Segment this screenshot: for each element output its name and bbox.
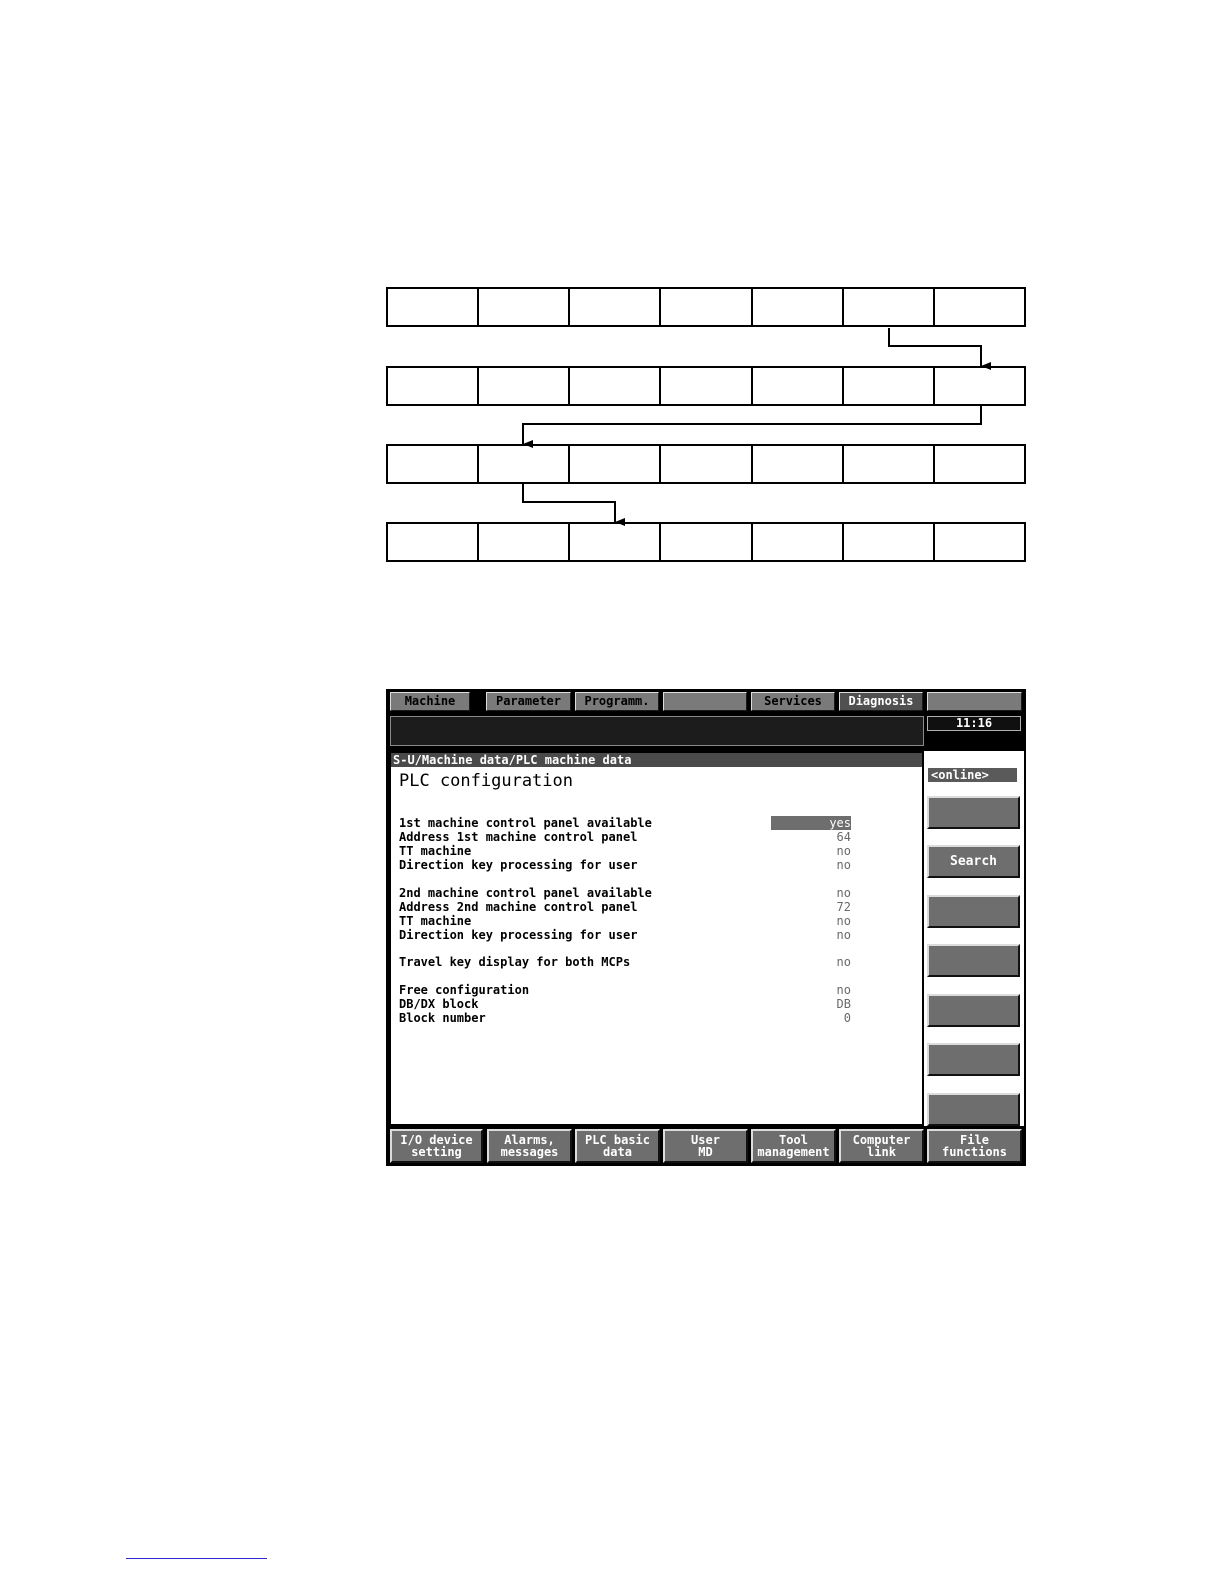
vertical-softkey-5[interactable]: [927, 994, 1020, 1027]
parameter-row[interactable]: [399, 1011, 851, 1025]
vertical-softkey-4[interactable]: [927, 944, 1020, 977]
softkey-plc-basic-data[interactable]: [575, 1129, 660, 1163]
parameter-row[interactable]: [399, 886, 851, 900]
softkey-label-line1: File: [960, 1133, 989, 1147]
parameter-row[interactable]: [399, 858, 851, 872]
parameter-label: 1st machine control panel available: [399, 816, 652, 830]
softkey-label-line1: Alarms,: [504, 1133, 555, 1147]
navigation-arrows: [0, 0, 1224, 600]
parameter-label: TT machine: [399, 914, 472, 928]
area-services[interactable]: Services: [751, 692, 835, 711]
parameter-row[interactable]: [399, 816, 851, 830]
parameter-value[interactable]: no: [836, 914, 851, 928]
parameter-row[interactable]: [399, 830, 851, 844]
vertical-softkey-panel: [924, 751, 1026, 1126]
footnote-divider: [126, 1558, 267, 1559]
arrow-row1-to-row2: [889, 328, 981, 366]
parameter-row[interactable]: [399, 997, 851, 1011]
vertical-softkey-1[interactable]: [927, 796, 1020, 829]
cnc-screen: [386, 689, 1026, 1166]
parameter-value[interactable]: no: [836, 858, 851, 872]
parameter-label: Direction key processing for user: [399, 928, 638, 942]
parameter-row[interactable]: [399, 914, 851, 928]
arrow-row2-to-row3: [523, 406, 981, 444]
parameter-value[interactable]: 64: [836, 830, 851, 844]
softkey-label-line2: functions: [941, 1145, 1008, 1159]
message-bar: [390, 716, 924, 746]
parameter-label: Address 1st machine control panel: [399, 830, 638, 844]
parameter-row[interactable]: [399, 900, 851, 914]
parameter-value[interactable]: 72: [836, 900, 851, 914]
softkey-label-line1: User: [691, 1133, 720, 1147]
softkey-label-line1: Tool: [779, 1133, 808, 1147]
softkey-io-device-setting[interactable]: [390, 1129, 483, 1163]
softkey-tool-management[interactable]: [751, 1129, 836, 1163]
softkey-label-line2: management: [757, 1145, 830, 1159]
parameter-value[interactable]: no: [836, 928, 851, 942]
parameter-value[interactable]: no: [836, 955, 851, 969]
parameter-value[interactable]: no: [836, 983, 851, 997]
parameter-label: Block number: [399, 1011, 486, 1025]
softkey-label-line2: setting: [411, 1145, 462, 1159]
arrow-row3-to-row4: [523, 484, 615, 522]
vertical-softkey-7[interactable]: [927, 1093, 1020, 1126]
parameter-row[interactable]: [399, 983, 851, 997]
parameter-label: TT machine: [399, 844, 472, 858]
parameter-row[interactable]: [399, 955, 851, 969]
area-diagnosis[interactable]: Diagnosis: [839, 692, 923, 711]
softkey-label-line1: Computer: [852, 1133, 911, 1147]
parameter-value[interactable]: DB: [836, 997, 851, 1011]
page-title: PLC configuration: [399, 771, 573, 791]
parameter-value[interactable]: no: [836, 844, 851, 858]
area-programm[interactable]: Programm.: [575, 692, 659, 711]
parameter-label: Free configuration: [399, 983, 530, 997]
softkey-label-line2: MD: [698, 1145, 713, 1159]
parameter-label: Direction key processing for user: [399, 858, 638, 872]
horizontal-softkey-bar: [386, 1129, 1026, 1166]
softkey-label-line2: data: [603, 1145, 632, 1159]
parameter-row[interactable]: [399, 928, 851, 942]
parameter-value[interactable]: yes: [771, 816, 851, 830]
parameter-label: DB/DX block: [399, 997, 479, 1011]
online-status-badge: <online>: [928, 768, 1017, 782]
parameter-value[interactable]: 0: [843, 1011, 851, 1025]
area-empty-1[interactable]: [663, 692, 747, 711]
area-parameter[interactable]: Parameter: [486, 692, 571, 711]
parameter-label: 2nd machine control panel available: [399, 886, 652, 900]
vertical-softkey-6[interactable]: [927, 1043, 1020, 1076]
softkey-alarms-messages[interactable]: [487, 1129, 572, 1163]
softkey-label-line1: I/O device: [400, 1133, 473, 1147]
softkey-file-functions[interactable]: [927, 1129, 1022, 1163]
parameter-value[interactable]: no: [836, 886, 851, 900]
softkey-computer-link[interactable]: [839, 1129, 924, 1163]
parameter-row[interactable]: [399, 844, 851, 858]
parameter-label: Travel key display for both MCPs: [399, 955, 631, 969]
softkey-label-line2: messages: [500, 1145, 559, 1159]
breadcrumb: S-U/Machine data/PLC machine data: [391, 753, 922, 767]
vertical-softkey-3[interactable]: [927, 895, 1020, 928]
clock-display: 11:16: [927, 716, 1021, 731]
parameter-label: Address 2nd machine control panel: [399, 900, 638, 914]
softkey-label-line1: PLC basic: [584, 1133, 651, 1147]
area-machine[interactable]: Machine: [390, 692, 470, 711]
softkey-label-line2: link: [867, 1145, 896, 1159]
softkey-user-md[interactable]: [663, 1129, 748, 1163]
work-area: [389, 751, 924, 1126]
softkey-navigation-diagram: [0, 0, 1224, 600]
area-empty-2[interactable]: [927, 692, 1022, 711]
search-softkey[interactable]: Search: [927, 845, 1020, 878]
